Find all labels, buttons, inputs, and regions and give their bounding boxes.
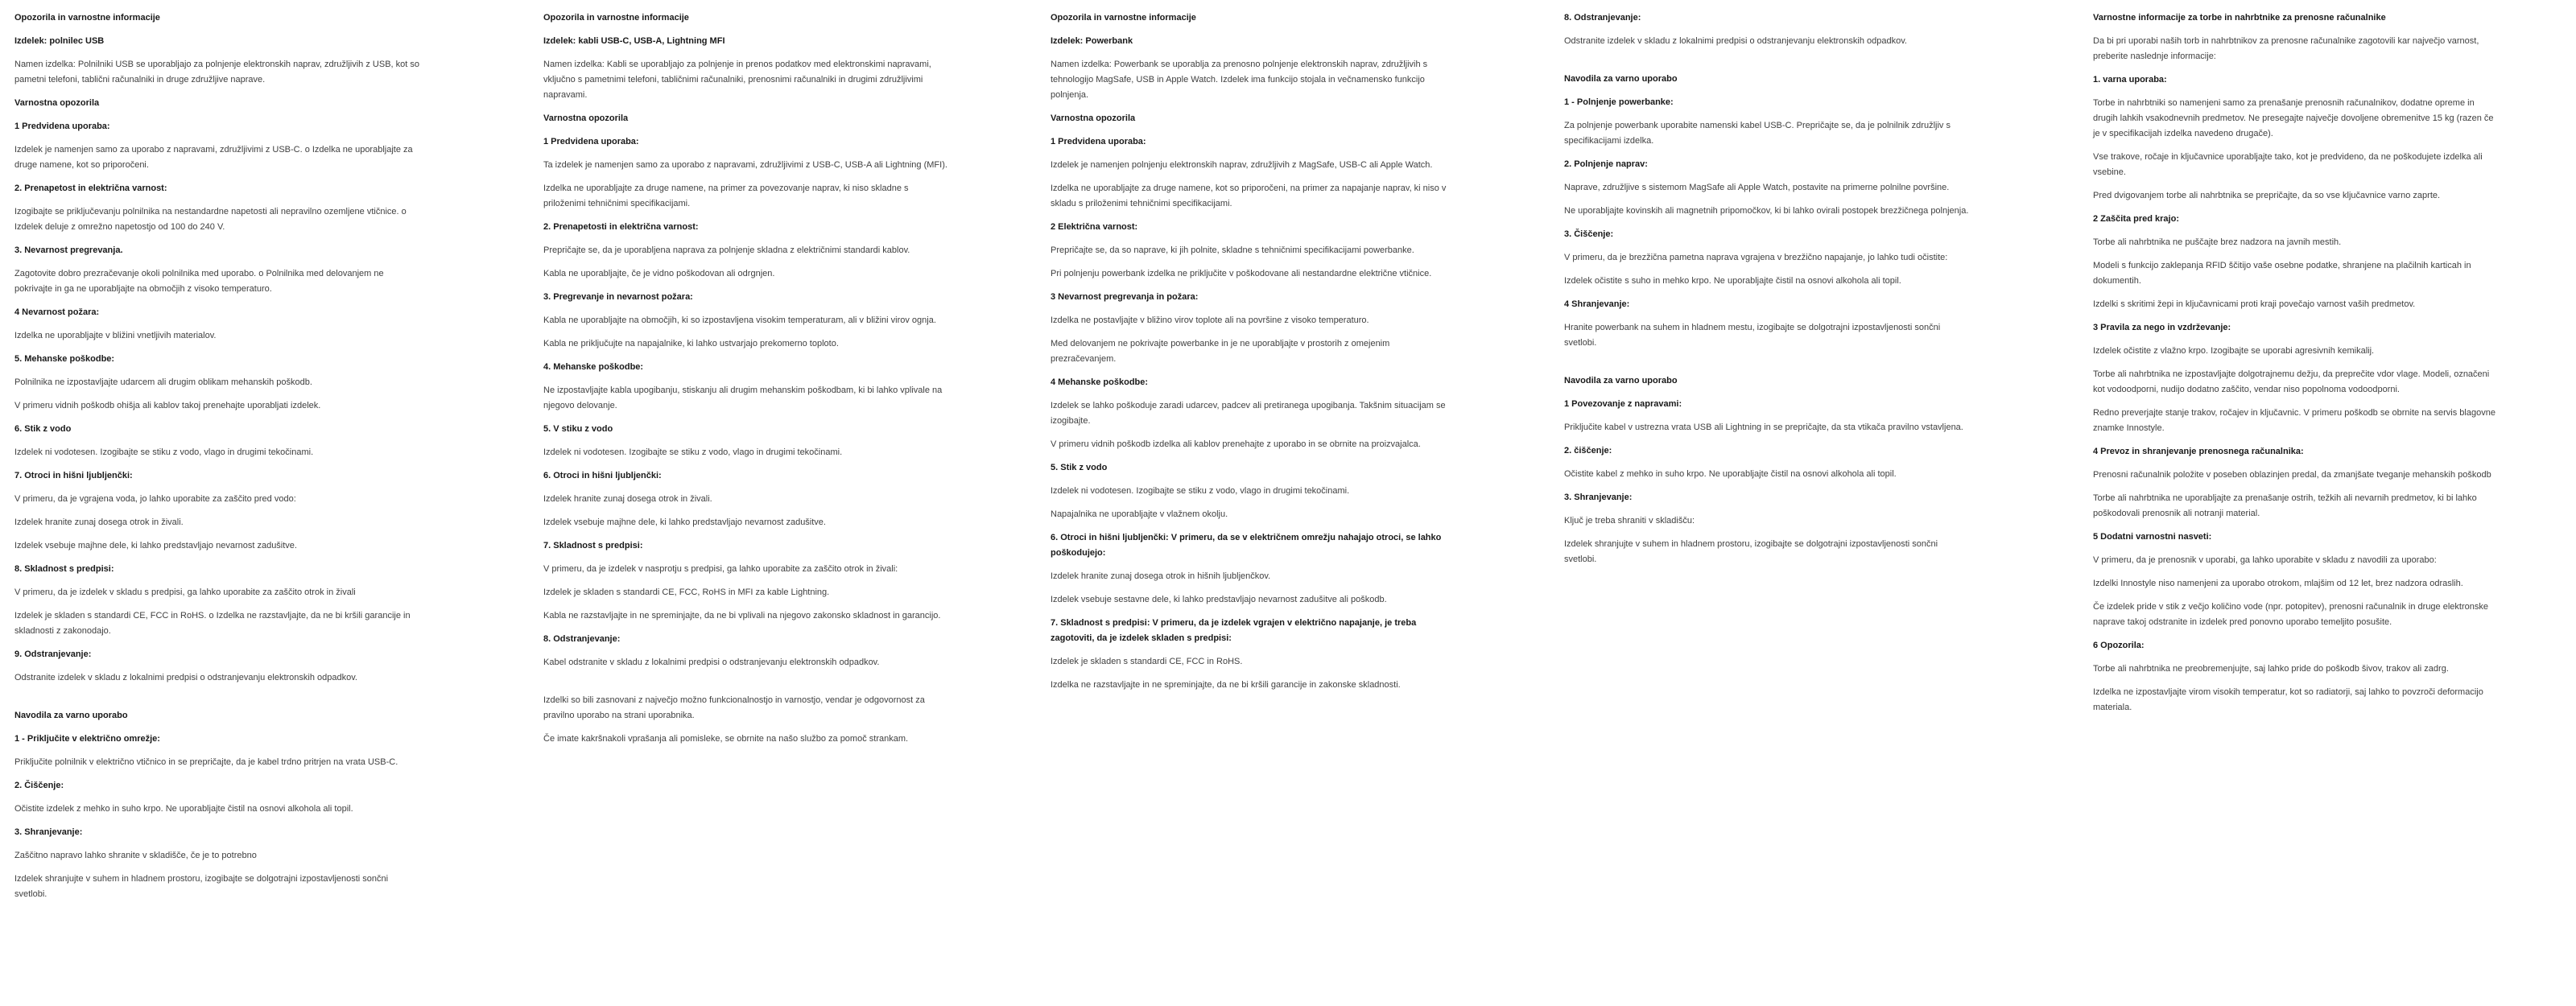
paragraph: V primeru, da je brezžična pametna naprava vgrajena v brezžično napajanje, jo lahko tudi očistite:	[1564, 253, 1948, 262]
paragraph: Odstranite izdelek v skladu z lokalnimi predpisi o odstranjevanju elektronskih odpadkov.	[14, 673, 357, 682]
section-heading: 2. Prenapetost in električna varnost:	[14, 183, 167, 193]
paragraph: Prepričajte se, da so naprave, ki jih polnite, skladne s tehničnimi specifikacijami powerbanke.	[1051, 245, 1414, 255]
section-heading: 5. Stik z vodo	[1051, 463, 1108, 472]
paragraph: Hranite powerbank na suhem in hladnem mestu, izogibajte se dolgotrajni izpostavljenosti sončni svetlobi.	[1564, 323, 1941, 348]
section-heading: 3. Nevarnost pregrevanja.	[14, 245, 123, 255]
paragraph: Prepričajte se, da je uporabljena naprava za polnjenje skladna z električnimi standardi kablov.	[543, 245, 910, 255]
column-laptop-bags	[2093, 10, 2496, 724]
paragraph: Zagotovite dobro prezračevanje okoli polnilnika med uporabo. o Polnilnika med delovanjem ne pokrivajte in ga ne uporabljajte na območjih z visoko temperaturo.	[14, 269, 384, 294]
paragraph: Ne izpostavljajte kabla upogibanju, stiskanju ali drugim mehanskim poškodbam, ki bi lahko vplivale na njegovo delovanje.	[543, 385, 943, 410]
section-heading: 6 Opozorila:	[2093, 641, 2145, 650]
paragraph: Kabel odstranite v skladu z lokalnimi predpisi o odstranjevanju elektronskih odpadkov.	[543, 658, 880, 667]
column-powerbank	[1051, 10, 1457, 701]
paragraph: Izdelka ne razstavljajte in ne spreminjajte, da ne bi kršili garancije in zakonske skladnosti.	[1051, 680, 1401, 690]
paragraph: Torbe in nahrbtniki so namenjeni samo za prenašanje prenosnih računalnikov, dodatne opreme in drugih lahkih vsakodnevnih predmetov. Ne presegajte največje dovoljene obremenitve 15 kg (razen če je v specifikacijah izdelka navedeno drugače).	[2093, 98, 2494, 138]
paragraph: Polnilnika ne izpostavljajte udarcem ali drugim oblikam mehanskih poškodb.	[14, 377, 312, 387]
section-heading: 8. Skladnost s predpisi:	[14, 564, 114, 574]
paragraph: Če izdelek pride v stik z večjo količino vode (npr. potopitev), prenosni računalnik in druge elektronske naprave takoj odstranite in izdelek pred ponovno uporabo temeljito posušite.	[2093, 602, 2488, 627]
paragraph: Naprave, združljive s sistemom MagSafe ali Apple Watch, postavite na primerne polnilne površine.	[1564, 183, 1950, 192]
paragraph: Da bi pri uporabi naših torb in nahrbtnikov za prenosne računalnike zagotovili kar največjo varnost, preberite naslednje informacije:	[2093, 36, 2479, 61]
section-heading: Varnostna opozorila	[14, 98, 100, 108]
paragraph: Izdelek očistite s suho in mehko krpo. Ne uporabljajte čistil na osnovi alkohola ali topil.	[1564, 276, 1901, 286]
paragraph: Izdelek shranjujte v suhem in hladnem prostoru, izogibajte se dolgotrajni izpostavljenosti sončni svetlobi.	[14, 874, 389, 899]
paragraph: Izdelek shranjujte v suhem in hladnem prostoru, izogibajte se dolgotrajni izpostavljenosti sončni svetlobi.	[1564, 539, 1938, 564]
paragraph: Izdelek je namenjen polnjenju elektronskih naprav, združljivih z MagSafe, USB-C ali Apple Watch.	[1051, 160, 1433, 170]
paragraph: V primeru, da je prenosnik v uporabi, ga lahko uporabite v skladu z navodili za uporabo:	[2093, 555, 2437, 565]
paragraph: Priključite polnilnik v električno vtičnico in se prepričajte, da je kabel trdno pritrjen na vrata USB-C.	[14, 757, 398, 767]
section-heading: Navodila za varno uporabo	[1564, 74, 1678, 84]
paragraph: Izdelek je skladen s standardi CE, FCC in RoHS. o Izdelka ne razstavljajte, da ne bi kršili garancije in skladnosti z zakonodajo.	[14, 611, 411, 636]
section-heading: 2. čiščenje:	[1564, 446, 1612, 456]
paragraph: Izdelki s skritimi žepi in ključavnicami proti kraji povečajo varnost vaših predmetov.	[2093, 299, 2416, 309]
section-heading: 1. varna uporaba:	[2093, 75, 2167, 85]
section-heading: 4 Shranjevanje:	[1564, 299, 1630, 309]
paragraph: Napajalnika ne uporabljajte v vlažnem okolju.	[1051, 509, 1228, 519]
paragraph: Ta izdelek je namenjen samo za uporabo z napravami, združljivimi z USB-C, USB-A ali Lightning (MFI).	[543, 160, 947, 170]
paragraph: V primeru, da je izdelek v nasprotju s predpisi, ga lahko uporabite za zaščito otrok in živali:	[543, 564, 898, 574]
paragraph: Zaščitno napravo lahko shranite v skladišče, če je to potrebno	[14, 851, 257, 860]
section-heading: 5 Dodatni varnostni nasveti:	[2093, 532, 2212, 542]
column-usage-instructions	[1564, 10, 1971, 575]
section-heading: 2 Zaščita pred krajo:	[2093, 214, 2179, 224]
section-heading: 8. Odstranjevanje:	[543, 634, 621, 644]
paragraph: Namen izdelka: Powerbank se uporablja za prenosno polnjenje elektronskih naprav, združljivih s tehnologijo MagSafe, USB in Apple Watch. Izdelek ima funkcijo stojala in večnamensko funkcijo polnjenja.	[1051, 60, 1428, 100]
section-heading: 1 Predvidena uporaba:	[543, 137, 639, 146]
section-heading: 2 Električna varnost:	[1051, 222, 1138, 232]
paragraph: Torbe ali nahrbtnika ne uporabljajte za prenašanje ostrih, težkih ali nevarnih predmetov, ki bi lahko poškodovali prenosnik ali notranji material.	[2093, 493, 2477, 518]
paragraph: Izdelek vsebuje majhne dele, ki lahko predstavljajo nevarnost zadušitve.	[543, 517, 826, 527]
paragraph: Očistite kabel z mehko in suho krpo. Ne uporabljajte čistil na osnovi alkohola ali topil.	[1564, 469, 1897, 479]
paragraph: Ne uporabljajte kovinskih ali magnetnih pripomočkov, ki bi lahko ovirali postopek brezžičnega polnjenja.	[1564, 206, 1969, 216]
section-heading: 2. Čiščenje:	[14, 781, 64, 790]
paragraph: Prenosni računalnik položite v poseben oblazinjen predal, da zmanjšate tveganje mehanskih poškodb	[2093, 470, 2491, 480]
paragraph: Namen izdelka: Kabli se uporabljajo za polnjenje in prenos podatkov med elektronskimi napravami, vključno s pametnimi telefoni, tabličnimi računalniki, prenosnimi računalniki in drugimi združljivimi napravami.	[543, 60, 931, 100]
section-heading: Opozorila in varnostne informacije	[1051, 13, 1196, 23]
paragraph: Za polnjenje powerbank uporabite namenski kabel USB-C. Prepričajte se, da je polnilnik združljiv s specifikacijami izdelka.	[1564, 121, 1951, 146]
paragraph: Očistite izdelek z mehko in suho krpo. Ne uporabljajte čistil na osnovi alkohola ali topil.	[14, 804, 353, 814]
paragraph: Kabla ne uporabljajte na območjih, ki so izpostavljena visokim temperaturam, ali v bližini virov ognja.	[543, 315, 936, 325]
paragraph: Namen izdelka: Polnilniki USB se uporabljajo za polnjenje elektronskih naprav, združljivih z USB, kot so pametni telefoni, tablični računalniki in druge združljive naprave.	[14, 60, 419, 85]
paragraph: Torbe ali nahrbtnika ne puščajte brez nadzora na javnih mestih.	[2093, 237, 2342, 247]
paragraph: Izdelek vsebuje sestavne dele, ki lahko predstavljajo nevarnost zadušitve ali poškodb.	[1051, 595, 1387, 604]
section-heading: Varnostna opozorila	[543, 113, 629, 123]
section-gap	[14, 694, 421, 708]
section-gap	[1564, 359, 1971, 373]
section-heading: Navodila za varno uporabo	[1564, 376, 1678, 385]
paragraph: Med delovanjem ne pokrivajte powerbanke in je ne uporabljajte v prostorih z omejenim prezračevanjem.	[1051, 339, 1390, 364]
paragraph: V primeru, da je vgrajena voda, jo lahko uporabite za zaščito pred vodo:	[14, 494, 296, 504]
section-heading: Izdelek: polnilec USB	[14, 36, 105, 46]
section-heading: 4 Prevoz in shranjevanje prenosnega računalnika:	[2093, 447, 2304, 456]
paragraph: Če imate kakršnakoli vprašanja ali pomisleke, se obrnite na našo službo za pomoč strankam.	[543, 734, 909, 744]
section-heading: Navodila za varno uporabo	[14, 711, 128, 720]
paragraph: Izdelek ni vodotesen. Izogibajte se stiku z vodo, vlago in drugimi tekočinami.	[14, 447, 314, 457]
section-heading: Izdelek: Powerbank	[1051, 36, 1133, 46]
paragraph: Izdelek ni vodotesen. Izogibajte se stiku z vodo, vlago in drugimi tekočinami.	[1051, 486, 1350, 496]
section-heading: 2. Prenapetosti in električna varnost:	[543, 222, 699, 232]
section-heading: 4. Mehanske poškodbe:	[543, 362, 644, 372]
paragraph: Kabla ne uporabljajte, če je vidno poškodovan ali odrgnjen.	[543, 269, 775, 278]
paragraph: Pred dvigovanjem torbe ali nahrbtnika se prepričajte, da so vse ključavnice varno zaprte.	[2093, 191, 2441, 200]
paragraph: Izdelek ni vodotesen. Izogibajte se stiku z vodo, vlago in drugimi tekočinami.	[543, 447, 843, 457]
section-heading: 6. Otroci in hišni ljubljenčki:	[543, 471, 662, 480]
paragraph: Izdelki so bili zasnovani z največjo možno funkcionalnostjo in varnostjo, vendar je odgovornost za pravilno uporabo na strani uporabnika.	[543, 695, 925, 720]
section-heading: Varnostna opozorila	[1051, 113, 1136, 123]
paragraph: Izdelek hranite zunaj dosega otrok in živali.	[543, 494, 712, 504]
paragraph: Izdelki Innostyle niso namenjeni za uporabo otrokom, mlajšim od 12 let, brez nadzora odraslih.	[2093, 579, 2463, 588]
paragraph: Torbe ali nahrbtnika ne preobremenjujte, saj lahko pride do poškodb šivov, trakov ali zadrg.	[2093, 664, 2449, 674]
section-gap	[1564, 57, 1971, 72]
paragraph: Pri polnjenju powerbank izdelka ne priključite v poškodovane ali nestandardne električne vtičnice.	[1051, 269, 1432, 278]
section-heading: 5. Mehanske poškodbe:	[14, 354, 115, 364]
paragraph: Izdelek je skladen s standardi CE, FCC, RoHS in MFI za kable Lightning.	[543, 588, 830, 597]
section-heading: 3 Nevarnost pregrevanja in požara:	[1051, 292, 1199, 302]
section-heading: 3. Shranjevanje:	[1564, 493, 1633, 502]
section-heading: 7. Skladnost s predpisi: V primeru, da je izdelek vgrajen v električno napajanje, je treba zagotoviti, da je izdelek skladen s predpisi:	[1051, 618, 1417, 643]
column-usb-charger	[14, 10, 421, 910]
paragraph: Ključ je treba shraniti v skladišču:	[1564, 516, 1695, 526]
paragraph: Modeli s funkcijo zaklepanja RFID ščitijo vaše osebne podatke, shranjene na plačilnih karticah in dokumentih.	[2093, 261, 2471, 286]
section-heading: 3. Shranjevanje:	[14, 827, 83, 837]
paragraph: Torbe ali nahrbtnika ne izpostavljajte dolgotrajnemu dežju, da preprečite vdor vlage. Modeli, označeni kot vodoodporni, nudijo dodatno zaščito, vendar niso popolnoma vodoodporni.	[2093, 369, 2490, 394]
paragraph: V primeru vidnih poškodb izdelka ali kablov prenehajte z uporabo in se obrnite na proizvajalca.	[1051, 439, 1421, 449]
paragraph: Izdelka ne uporabljajte za druge namene, na primer za povezovanje naprav, ki niso skladne s priloženimi tehničnimi specifikacijami.	[543, 183, 909, 208]
paragraph: Kabla ne priključujte na napajalnike, ki lahko ustvarjajo prekomerno toploto.	[543, 339, 839, 348]
section-heading: 1 - Polnjenje powerbanke:	[1564, 97, 1674, 107]
section-heading: 9. Odstranjevanje:	[14, 649, 92, 659]
paragraph: Priključite kabel v ustrezna vrata USB ali Lightning in se prepričajte, da sta vtikača pravilno vstavljena.	[1564, 423, 1963, 432]
paragraph: Izdelek vsebuje majhne dele, ki lahko predstavljajo nevarnost zadušitve.	[14, 541, 297, 550]
paragraph: Izdelek očistite z vlažno krpo. Izogibajte se uporabi agresivnih kemikalij.	[2093, 346, 2375, 356]
paragraph: Izdelek je skladen s standardi CE, FCC in RoHS.	[1051, 657, 1243, 666]
paragraph: Izdelek se lahko poškoduje zaradi udarcev, padcev ali pretiranega upogibanja. Takšnim situacijam se izogibajte.	[1051, 401, 1446, 426]
paragraph: Izdelek hranite zunaj dosega otrok in hišnih ljubljenčkov.	[1051, 571, 1271, 581]
section-heading: 1 - Priključite v električno omrežje:	[14, 734, 160, 744]
section-heading: 7. Otroci in hišni ljubljenčki:	[14, 471, 133, 480]
paragraph: Izdelka ne izpostavljajte virom visokih temperatur, kot so radiatorji, saj lahko to povzroči deformacijo materiala.	[2093, 687, 2483, 712]
section-heading: 3. Pregrevanje in nevarnost požara:	[543, 292, 693, 302]
paragraph: Izogibajte se priključevanju polnilnika na nestandardne napetosti ali nepravilno ozemljene vtičnice. o Izdelek deluje z omrežno napetostjo od 100 do 240 V.	[14, 207, 407, 232]
section-heading: 1 Povezovanje z napravami:	[1564, 399, 1682, 409]
paragraph: Odstranite izdelek v skladu z lokalnimi predpisi o odstranjevanju elektronskih odpadkov.	[1564, 36, 1907, 46]
section-heading: 5. V stiku z vodo	[543, 424, 613, 434]
section-heading: 6. Stik z vodo	[14, 424, 72, 434]
section-heading: Opozorila in varnostne informacije	[543, 13, 689, 23]
paragraph: V primeru vidnih poškodb ohišja ali kablov takoj prenehajte uporabljati izdelek.	[14, 401, 321, 410]
section-heading: 7. Skladnost s predpisi:	[543, 541, 643, 550]
section-heading: Opozorila in varnostne informacije	[14, 13, 160, 23]
section-heading: 8. Odstranjevanje:	[1564, 13, 1641, 23]
paragraph: Vse trakove, ročaje in ključavnice uporabljajte tako, kot je predvideno, da ne poškodujete izdelka ali vsebine.	[2093, 152, 2483, 177]
section-heading: 1 Predvidena uporaba:	[1051, 137, 1146, 146]
paragraph: Izdelka ne postavljajte v bližino virov toplote ali na površine z visoko temperaturo.	[1051, 315, 1369, 325]
section-gap	[543, 678, 950, 693]
section-heading: 1 Predvidena uporaba:	[14, 122, 110, 131]
section-heading: 4 Nevarnost požara:	[14, 307, 100, 317]
paragraph: Kabla ne razstavljajte in ne spreminjajte, da ne bi vplivali na njegovo zakonsko skladnost in garancijo.	[543, 611, 941, 621]
section-heading: 3 Pravila za nego in vzdrževanje:	[2093, 323, 2231, 332]
section-heading: 6. Otroci in hišni ljubljenčki: V primeru, da se v električnem omrežju nahajajo otroci, se lahko poškodujejo:	[1051, 533, 1442, 558]
paragraph: Izdelka ne uporabljajte v bližini vnetljivih materialov.	[14, 331, 217, 340]
section-heading: 4 Mehanske poškodbe:	[1051, 377, 1149, 387]
section-heading: 3. Čiščenje:	[1564, 229, 1614, 239]
paragraph: Izdelka ne uporabljajte za druge namene, kot so priporočeni, na primer za napajanje naprav, ki niso v skladu s priloženimi tehničnimi specifikacijami.	[1051, 183, 1447, 208]
section-heading: 2. Polnjenje naprav:	[1564, 159, 1648, 169]
paragraph: V primeru, da je izdelek v skladu s predpisi, ga lahko uporabite za zaščito otrok in živali	[14, 588, 356, 597]
paragraph: Izdelek je namenjen samo za uporabo z napravami, združljivimi z USB-C. o Izdelka ne uporabljajte za druge namene, kot so priporočeni.	[14, 145, 413, 170]
section-heading: Izdelek: kabli USB-C, USB-A, Lightning MFI	[543, 36, 725, 46]
column-usb-cables	[543, 10, 950, 755]
paragraph: Izdelek hranite zunaj dosega otrok in živali.	[14, 517, 184, 527]
paragraph: Redno preverjajte stanje trakov, ročajev in ključavnic. V primeru poškodb se obrnite na servis blagovne znamke Innostyle.	[2093, 408, 2496, 433]
section-heading: Varnostne informacije za torbe in nahrbtnike za prenosne računalnike	[2093, 13, 2386, 23]
